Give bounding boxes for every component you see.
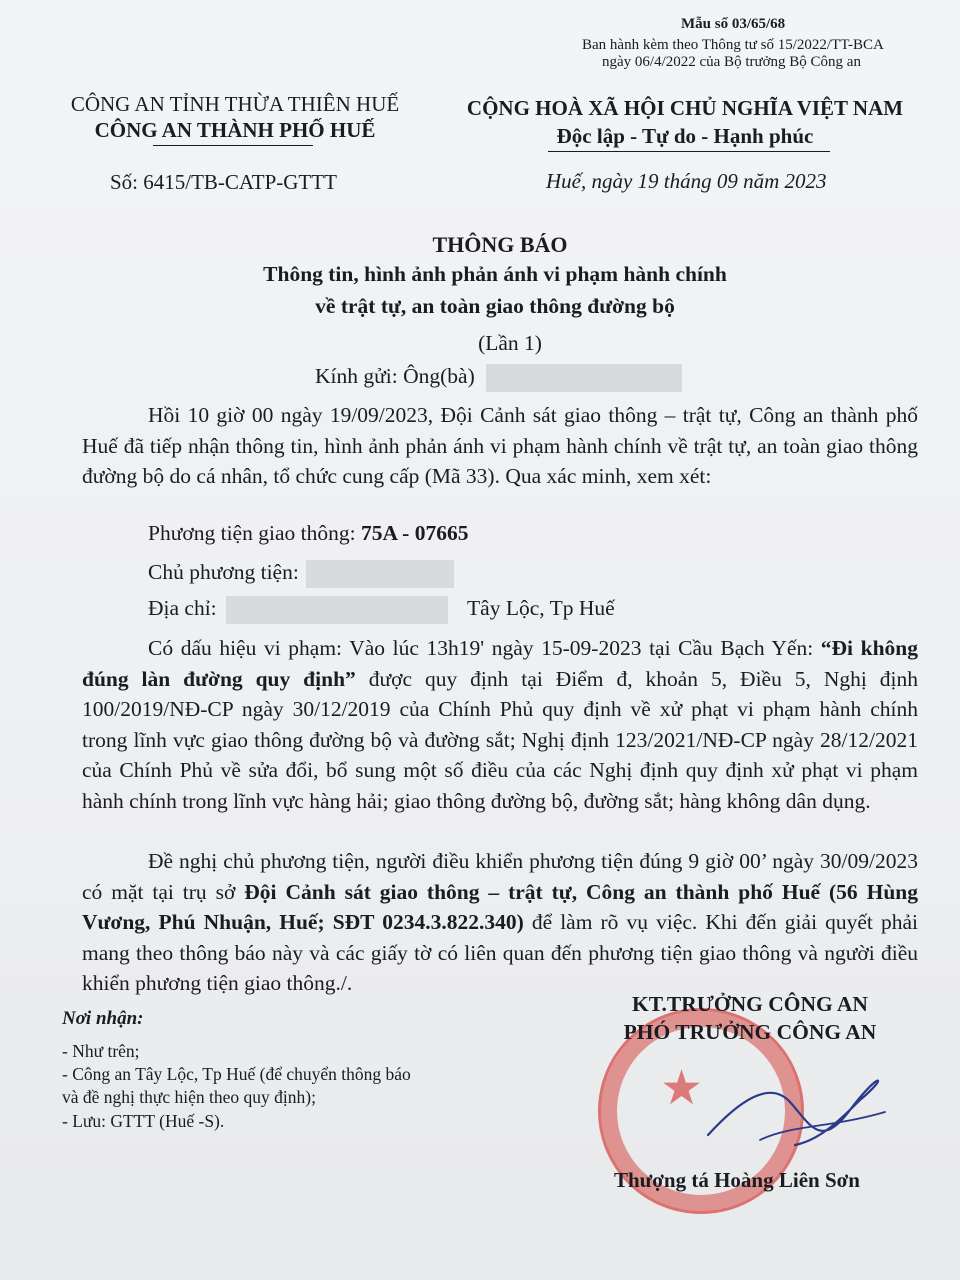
form-number: Mẫu số 03/65/68 — [681, 16, 786, 32]
owner-label: Chủ phương tiện: — [148, 560, 299, 584]
violation-intro: Có dấu hiệu vi phạm: Vào lúc 13h19' ngày 15-09-2023 tại Cầu Bạch Yến: — [148, 636, 821, 660]
recipients-heading: Nơi nhận: — [62, 1008, 144, 1029]
vehicle-field — [148, 521, 468, 546]
request-intro: Đề nghị chủ phương tiện, người điều khiển phương tiện đúng 9 giờ 00’ ngày 30/09/2023 có mặt tại trụ sở — [82, 849, 918, 904]
agency-parent: CÔNG AN TỈNH THỪA THIÊN HUẾ — [70, 92, 400, 116]
address-field — [148, 596, 615, 624]
notice-round: (Lần 1) — [478, 331, 542, 355]
seal-star-icon: ★ — [660, 1062, 704, 1115]
recipient-4: - Lưu: GTTT (Huế -S). — [62, 1111, 225, 1131]
form-issued-with: Ban hành kèm theo Thông tư số 15/2022/TT-BCA — [582, 37, 884, 53]
owner-name-redacted — [306, 560, 454, 588]
intro-paragraph: Hồi 10 giờ 00 ngày 19/09/2023, Đội Cảnh sát giao thông – trật tự, Công an thành phố Huế đã tiếp nhận thông tin, hình ảnh phản ánh vi phạm hành chính về trật tự, an toàn giao thông đường bộ do cá nhân, tổ chức cung cấp (Mã 33). Qua xác minh, xem xét: — [82, 403, 918, 488]
signature-scribble — [700, 1040, 900, 1170]
violation-name: “Đi không đúng làn đường quy định” — [82, 636, 919, 691]
recipient-1: - Như trên; — [62, 1041, 140, 1061]
salutation — [315, 364, 682, 392]
signature-title-1: KT.TRƯỞNG CÔNG AN — [632, 992, 868, 1016]
notice-heading: THÔNG BÁO — [432, 232, 568, 257]
agency-name: CÔNG AN THÀNH PHỐ HUẾ — [94, 118, 376, 142]
signature-title-2: PHÓ TRƯỞNG CÔNG AN — [623, 1020, 877, 1044]
vehicle-label: Phương tiện giao thông: — [148, 521, 361, 545]
request-paragraph — [82, 846, 918, 999]
agency-underline — [153, 145, 313, 146]
notice-subtitle-1: Thông tin, hình ảnh phản ánh vi phạm hành chính — [263, 262, 727, 286]
owner-field — [148, 560, 454, 588]
violation-rest: được quy định tại Điểm đ, khoản 5, Điều 5, Nghị định 100/2019/NĐ-CP ngày 30/12/2019 của Chính Phủ quy định về xử phạt vi phạm hành chính trong lĩnh vực giao thông đường bộ và đường sắt; Nghị định 123/2021/NĐ-CP ngày 28/12/2021 của Chính Phủ về sửa đổi, bổ sung một số điều của các Nghị định quy định xử phạt vi phạm hành chính trong lĩnh vực hàng hải; giao thông đường bộ, đường sắt; hàng không dân dụng. — [82, 666, 918, 813]
request-place: Đội Cảnh sát giao thông – trật tự, Công an thành phố Huế (56 Hùng Vương, Phú Nhuận, Huế; SĐT 0234.3.822.340) — [82, 879, 918, 934]
nation-title: CỘNG HOÀ XÃ HỘI CHỦ NGHĨA VIỆT NAM — [466, 96, 904, 120]
nation-motto: Độc lập - Tự do - Hạnh phúc — [556, 124, 814, 148]
recipient-3: và đề nghị thực hiện theo quy định); — [62, 1087, 316, 1107]
recipient-2: - Công an Tây Lộc, Tp Huế (để chuyển thông báo — [62, 1064, 411, 1084]
notice-subtitle-2: về trật tự, an toàn giao thông đường bộ — [315, 294, 675, 318]
document-number: Số: 6415/TB-CATP-GTTT — [110, 170, 337, 194]
signer-name: Thượng tá Hoàng Liên Sơn — [614, 1168, 860, 1192]
address-label: Địa chỉ: — [148, 596, 223, 620]
vehicle-plate: 75A - 07665 — [360, 521, 469, 545]
salutation-label: Kính gửi: Ông(bà) — [315, 364, 475, 388]
form-issued-date: ngày 06/4/2022 của Bộ trưởng Bộ Công an — [602, 54, 861, 70]
recipient-name-redacted — [486, 364, 682, 392]
motto-underline — [548, 151, 830, 152]
place-date: Huế, ngày 19 tháng 09 năm 2023 — [546, 169, 827, 193]
request-rest: để làm rõ vụ việc. Khi đến giải quyết phải mang theo thông báo này và các giấy tờ có liên quan đến phương tiện giao thông và người điều khiển phương tiện giao thông./. — [82, 910, 918, 995]
violation-paragraph — [82, 633, 918, 816]
address-suffix: Tây Lộc, Tp Huế — [467, 596, 615, 620]
address-redacted — [226, 596, 448, 624]
